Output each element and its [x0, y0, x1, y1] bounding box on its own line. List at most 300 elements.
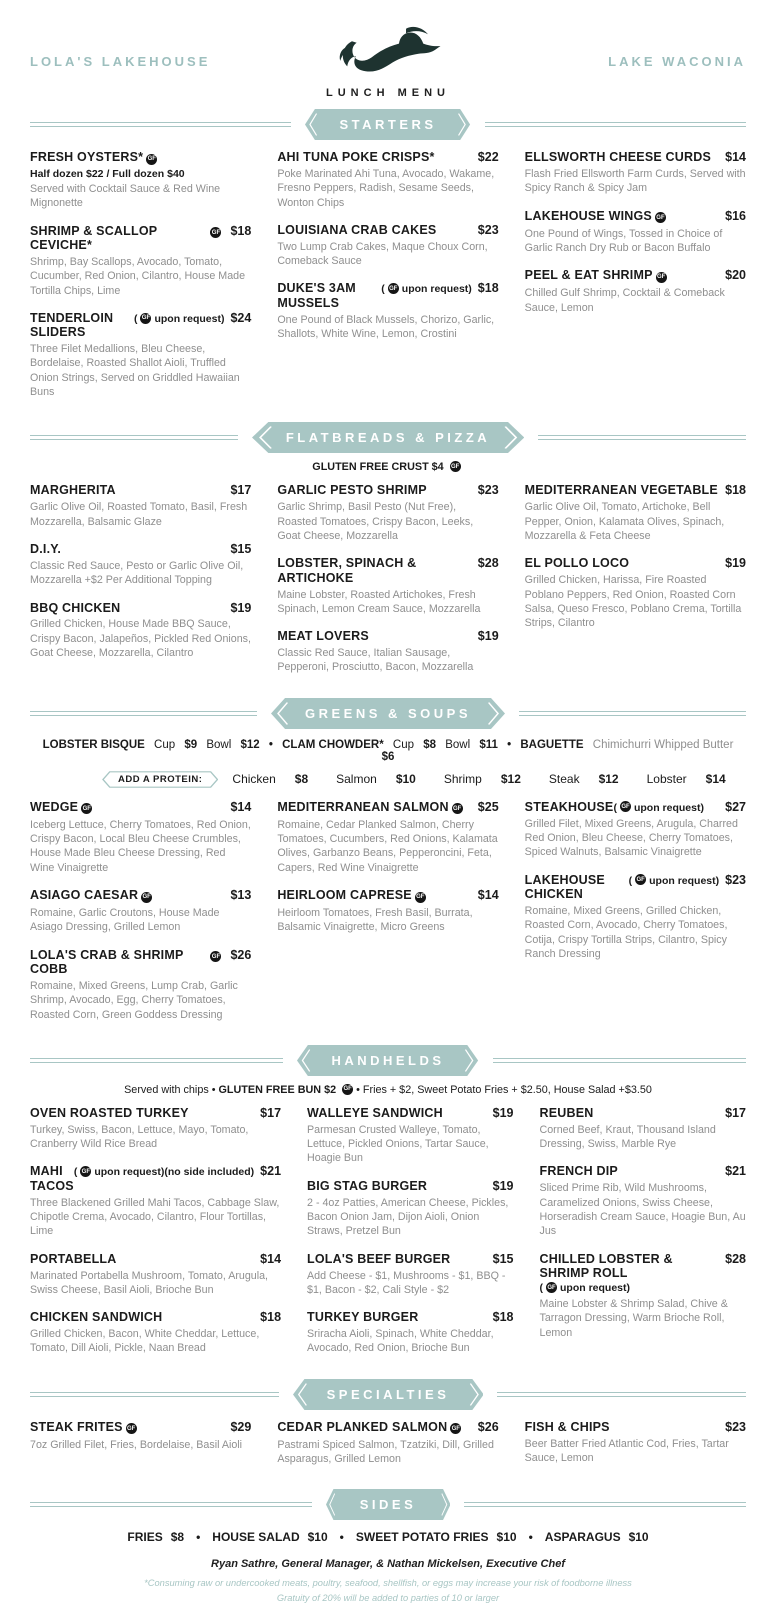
item-description: Marinated Portabella Mushroom, Tomato, Arugula, Swiss Cheese, Basil Aioli, Brioche Bun	[30, 1269, 269, 1296]
item-description: Three Filet Medallions, Bleu Cheese, Bordelaise, Roasted Shallot Aioli, Truffled Onion Strings, Served on Griddled Hawaiian Buns	[30, 343, 240, 399]
item-name-row	[540, 1164, 746, 1178]
masthead	[30, 24, 746, 99]
menu-item	[30, 311, 251, 400]
double-rule-right	[497, 1392, 746, 1397]
menu-column	[30, 483, 251, 673]
item-name: D.I.Y.	[30, 541, 62, 556]
item-name: AHI TUNA POKE CRISPS*	[277, 150, 435, 164]
item-name: BBQ CHICKEN	[30, 600, 121, 615]
section-title: HANDHELDS	[331, 1052, 445, 1068]
item-name-row	[277, 483, 498, 497]
item-name: FISH & CHIPS	[524, 1419, 610, 1434]
protein-name: Steak	[548, 772, 580, 787]
item-price: $26	[477, 1419, 499, 1434]
menu-body	[30, 109, 746, 1544]
section-note-flatbreads	[30, 461, 746, 473]
item-name-row	[277, 556, 498, 585]
item-description: Maine Lobster & Shrimp Salad, Chive & Tarragon Dressing, Warm Brioche Roll, Lemon	[539, 1297, 728, 1339]
gf-icon: GF	[388, 283, 399, 294]
item-name-row	[277, 888, 498, 904]
section-banner-starters	[305, 109, 470, 140]
menu-item	[30, 542, 251, 588]
menu-column	[30, 1420, 251, 1465]
item-name-row	[540, 1252, 746, 1281]
gf-icon: GF	[81, 803, 92, 814]
text-segment: $11	[479, 738, 498, 751]
section-title: STARTERS	[339, 117, 437, 132]
menu-item	[277, 629, 498, 675]
section-columns-handhelds	[30, 1106, 746, 1369]
menu-item	[30, 800, 251, 875]
menu-column	[30, 150, 251, 412]
text-segment: • Fries + $2, Sweet Potato Fries + $2.50, House Salad +$3.50	[356, 1083, 652, 1096]
item-name: OVEN ROASTED TURKEY	[30, 1105, 189, 1120]
gf-icon: GF	[635, 874, 646, 885]
item-name-row	[277, 150, 498, 164]
menu-item	[525, 268, 746, 315]
item-price: $25	[477, 799, 499, 814]
text-segment: LOBSTER BISQUE	[42, 738, 145, 751]
protein-option	[444, 772, 535, 786]
protein-price: $14	[705, 772, 726, 787]
item-name: WEDGE	[30, 799, 79, 814]
brand-left: LOLA'S LAKEHOUSE	[30, 54, 211, 69]
item-description: Sriracha Aioli, Spinach, White Cheddar, Avocado, Red Onion, Brioche Bun	[307, 1328, 494, 1355]
double-rule-right	[493, 1058, 746, 1063]
item-name-row	[277, 800, 498, 816]
text-segment: $9	[184, 738, 198, 751]
item-description: Beer Batter Fried Atlantic Cod, Fries, Tartar Sauce, Lemon	[524, 1437, 729, 1464]
menu-item	[540, 1106, 746, 1152]
add-protein-label	[102, 771, 218, 788]
side-name: SWEET POTATO FRIES	[355, 1530, 489, 1545]
menu-item	[525, 1420, 746, 1466]
item-description: Corned Beef, Kraut, Thousand Island Dressing, Swiss, Marble Rye	[539, 1123, 716, 1151]
item-name: CHICKEN SANDWICH	[30, 1310, 163, 1325]
section-banner-row-sides	[30, 1489, 746, 1520]
text-segment: GLUTEN FREE CRUST $4	[312, 461, 444, 474]
section-columns-starters	[30, 150, 746, 412]
item-name-row	[307, 1310, 513, 1324]
text-segment: Bowl	[206, 738, 232, 751]
text-segment: $12	[240, 738, 260, 751]
item-price: $13	[230, 888, 252, 903]
section-banner-greens	[271, 698, 505, 729]
gf-icon: GF	[450, 1423, 461, 1434]
item-description: Pastrami Spiced Salmon, Tzatziki, Dill, Grilled Asparagus, Grilled Lemon	[277, 1438, 494, 1466]
disclaimer-2: Gratuity of 20% will be added to parties of 10 or larger	[276, 1592, 500, 1603]
double-rule-right	[485, 122, 746, 127]
item-price: $18	[725, 483, 746, 498]
item-price: $19	[725, 556, 746, 571]
separator-dot: •	[528, 1530, 533, 1545]
item-subtitle: Half dozen $22 / Full dozen $40	[30, 167, 185, 180]
lunch-menu-label: LUNCH MENU	[326, 87, 450, 99]
menu-item	[525, 556, 746, 630]
side-price: $8	[170, 1530, 185, 1545]
logo-block	[298, 24, 478, 99]
section-title: SPECIALTIES	[326, 1386, 450, 1402]
section-banner-row-flatbreads	[30, 422, 746, 453]
menu-item	[30, 1310, 281, 1356]
double-rule-right	[519, 711, 746, 716]
text-segment: Bowl	[445, 738, 471, 751]
section-columns-flatbreads	[30, 483, 746, 687]
section-banner-row-starters	[30, 109, 746, 140]
item-name-row	[525, 268, 746, 284]
item-description: Grilled Chicken, House Made BBQ Sauce, Crispy Bacon, Jalapeños, Pickled Red Onions, Goat Cheese, Mozzarella, Cilantro	[30, 618, 251, 660]
item-name: LAKEHOUSE WINGS	[524, 208, 652, 223]
item-name-row	[525, 800, 746, 814]
item-name-row	[30, 311, 251, 340]
text-segment: •	[507, 738, 512, 751]
item-price: $15	[230, 541, 252, 556]
section-banner-row-specialties	[30, 1379, 746, 1410]
gf-icon: GF	[126, 1423, 137, 1434]
item-description: Romaine, Mixed Greens, Lump Crab, Garlic Shrimp, Avocado, Egg, Cherry Tomatoes, Roasted Corn, Green Goddess Dressing	[30, 979, 238, 1021]
gf-icon: GF	[415, 892, 426, 903]
item-name: CEDAR PLANKED SALMON	[277, 1419, 448, 1434]
item-name: DUKE'S 3AM MUSSELS	[277, 281, 356, 310]
section-columns-specialties	[30, 1420, 746, 1480]
menu-item	[30, 888, 251, 935]
item-description: Flash Fried Ellsworth Farm Curds, Served with Spicy Ranch & Spicy Jam	[524, 167, 746, 195]
item-description: Three Blackened Grilled Mahi Tacos, Cabbage Slaw, Chipotle Crema, Avocado, Cilantro, Flour Tortillas, Lime	[30, 1196, 280, 1238]
menu-item	[307, 1310, 513, 1356]
menu-column	[525, 800, 746, 974]
protein-options	[232, 772, 753, 786]
menu-column	[277, 800, 498, 948]
item-name: TURKEY BURGER	[307, 1310, 419, 1325]
item-name-row	[277, 1420, 498, 1436]
menu-item	[525, 209, 746, 256]
gf-upon-request-note: ( GF upon request)	[73, 1166, 165, 1179]
item-description: Two Lump Crab Cakes, Maque Choux Corn, Comeback Sauce	[277, 240, 488, 268]
protein-option	[549, 772, 633, 786]
item-description: Shrimp, Bay Scallops, Avocado, Tomato, Cucumber, Red Onion, Cilantro, House Made Tortilla Chips, Lime	[30, 255, 246, 297]
item-name: PORTABELLA	[30, 1251, 117, 1266]
section-columns-greens	[30, 800, 746, 1035]
sides-line	[30, 1530, 746, 1544]
section-note-handhelds	[30, 1084, 746, 1096]
item-description: Classic Red Sauce, Italian Sausage, Pepperoni, Prosciutto, Bacon, Mozzarella	[277, 647, 474, 674]
item-name: LOUISIANA CRAB CAKES	[277, 222, 437, 237]
text-segment: BAGUETTE	[520, 738, 584, 751]
menu-item	[307, 1252, 513, 1298]
text-segment: $8	[423, 738, 436, 751]
item-description: Add Cheese - $1, Mushrooms - $1, BBQ - $1, Bacon - $2, Cali Style - $2	[307, 1269, 506, 1296]
side-name: HOUSE SALAD	[212, 1530, 300, 1545]
item-price: $21	[260, 1164, 282, 1179]
item-name: REUBEN	[539, 1105, 594, 1120]
mermaid-logo-icon	[332, 24, 444, 82]
protein-option	[336, 772, 430, 786]
item-description: Chilled Gulf Shrimp, Cocktail & Comeback Sauce, Lemon	[524, 287, 725, 314]
item-price: $17	[260, 1105, 282, 1120]
disclaimer-1: *Consuming raw or undercooked meats, poultry, seafood, shellfish, or eggs may increase your risk of foodborne illness	[144, 1578, 632, 1589]
item-name: LOLA'S CRAB & SHRIMP COBB	[30, 947, 184, 977]
menu-item	[30, 1252, 281, 1298]
item-description: 2 - 4oz Patties, American Cheese, Pickles, Bacon Onion Jam, Dijon Aioli, Onion Straws, Pretzel Bun	[307, 1196, 509, 1238]
protein-name: Shrimp	[443, 772, 482, 787]
item-name: ELLSWORTH CHEESE CURDS	[524, 150, 712, 164]
item-name-row	[30, 948, 251, 977]
text-segment: •	[268, 738, 273, 751]
item-description: Iceberg Lettuce, Cherry Tomatoes, Red Onion, Crispy Bacon, Local Bleu Cheese Crumbles, House Made Bleu Cheese Dressing, Red Wine Vinaigrette	[30, 818, 251, 874]
text-segment: Served with chips •	[124, 1083, 216, 1096]
item-price: $14	[477, 888, 499, 903]
menu-item	[277, 483, 498, 543]
side-name: FRIES	[127, 1530, 163, 1545]
item-description: Garlic Olive Oil, Tomato, Artichoke, Bell Pepper, Onion, Kalamata Olives, Spinach, Mozzarella & Feta Cheese	[524, 501, 725, 542]
side-price: $10	[496, 1530, 517, 1545]
gf-upon-request-note: ( GF upon request)	[628, 874, 720, 887]
item-price: $19	[477, 629, 499, 644]
menu-item	[277, 223, 498, 269]
item-name: EL POLLO LOCO	[524, 556, 630, 571]
gf-icon: GF	[450, 461, 461, 472]
section-title: FLATBREADS & PIZZA	[285, 430, 491, 446]
menu-item	[525, 483, 746, 543]
item-description: Romaine, Cedar Planked Salmon, Cherry Tomatoes, Cucumbers, Red Onions, Kalamata Olives, Garbanzo Beans, Pepperoncini, Feta, Capers, Red Wine Vinaigrette	[277, 818, 498, 874]
section-banner-row-handhelds	[30, 1045, 746, 1076]
menu-item	[277, 1420, 498, 1467]
item-name-row	[30, 542, 251, 556]
item-price: $17	[230, 483, 252, 498]
item-name-row	[525, 556, 746, 570]
side-price: $10	[307, 1530, 328, 1545]
section-title: SIDES	[359, 1497, 417, 1513]
item-name-row	[30, 483, 251, 497]
item-price: $23	[725, 872, 746, 887]
item-price: $28	[477, 556, 499, 571]
menu-item	[277, 281, 498, 341]
item-price: $18	[492, 1310, 514, 1325]
gf-icon: GF	[146, 154, 157, 165]
item-price: $23	[477, 222, 499, 237]
side-item	[356, 1530, 517, 1544]
menu-column	[30, 1106, 281, 1369]
text-segment: GLUTEN FREE BUN $2	[218, 1083, 337, 1096]
gf-icon: GF	[342, 1084, 353, 1095]
item-name-row	[30, 1310, 281, 1324]
text-segment: Chimichurri Whipped Butter	[592, 738, 734, 751]
item-description: Garlic Shrimp, Basil Pesto (Nut Free), Roasted Tomatoes, Crispy Bacon, Leeks, Goat Cheese, Mozzarella	[277, 501, 474, 542]
item-description: Grilled Filet, Mixed Greens, Arugula, Charred Red Onion, Bleu Cheese, Cherry Tomatoes, Spiced Walnuts, Balsamic Vinaigrette	[524, 817, 738, 859]
side-item	[545, 1530, 649, 1544]
item-price: $26	[230, 947, 252, 962]
item-description: Sliced Prime Rib, Wild Mushrooms, Caramelized Onions, Swiss Cheese, Horseradish Cream Sauce, Hoagie Bun, Au Jus	[539, 1182, 746, 1238]
item-name: STEAK FRITES	[30, 1419, 123, 1434]
protein-option	[647, 772, 740, 786]
menu-item	[540, 1252, 746, 1340]
protein-name: Chicken	[232, 772, 276, 787]
item-description: Parmesan Crusted Walleye, Tomato, Lettuce, Pickled Onions, Tartar Sauce, Hoagie Bun	[307, 1123, 489, 1165]
item-name-row	[30, 150, 251, 166]
chef-line: Ryan Sathre, General Manager, & Nathan Mickelsen, Executive Chef	[211, 1558, 565, 1571]
item-name: SHRIMP & SCALLOP CEVICHE*	[30, 223, 158, 253]
item-name: MEAT LOVERS	[277, 629, 369, 644]
gf-icon: GF	[210, 951, 221, 962]
add-protein-label-text: ADD A PROTEIN:	[118, 773, 203, 785]
item-name: ASIAGO CAESAR	[30, 888, 139, 903]
menu-item	[277, 556, 498, 616]
gf-icon: GF	[546, 1282, 557, 1293]
item-price: $28	[725, 1251, 746, 1266]
item-name: GARLIC PESTO SHRIMP	[277, 483, 427, 498]
gf-icon: GF	[80, 1166, 91, 1177]
menu-item	[30, 601, 251, 661]
item-price: $18	[477, 281, 499, 296]
gf-icon: GF	[452, 803, 463, 814]
separator-dot: •	[339, 1530, 344, 1545]
item-name-row	[30, 1420, 251, 1436]
item-name-row	[30, 601, 251, 615]
double-rule-right	[464, 1502, 746, 1507]
menu-column	[525, 483, 746, 643]
menu-item	[525, 800, 746, 860]
item-description: Romaine, Mixed Greens, Grilled Chicken, Roasted Corn, Avocado, Cherry Tomatoes, Cotija, Crispy Tortilla Strips, Cilantro, Spicy Ranch Dressing	[524, 904, 728, 960]
text-segment: CLAM CHOWDER*	[282, 738, 384, 751]
menu-item	[525, 873, 746, 962]
soups-line	[30, 739, 746, 763]
item-name: LAKEHOUSE CHICKEN	[524, 872, 605, 901]
item-name: FRESH OYSTERS*	[30, 150, 144, 164]
item-description: Garlic Olive Oil, Roasted Tomato, Basil, Fresh Mozzarella, Balsamic Glaze	[30, 501, 248, 528]
section-banner-flatbreads	[252, 422, 524, 453]
item-name: STEAKHOUSE	[524, 799, 614, 814]
protein-option	[232, 772, 322, 786]
item-price: $23	[477, 483, 499, 498]
protein-price: $10	[395, 772, 416, 787]
item-name: LOBSTER, SPINACH & ARTICHOKE	[277, 556, 417, 585]
item-name-row	[307, 1179, 513, 1193]
item-name-row	[307, 1252, 513, 1266]
menu-column	[277, 150, 498, 354]
section-banner-handhelds	[297, 1045, 478, 1076]
protein-price: $8	[294, 772, 309, 787]
side-item	[127, 1530, 184, 1544]
item-price: $27	[725, 799, 746, 814]
double-rule-left	[30, 1502, 312, 1507]
menu-column	[30, 800, 251, 1035]
menu-item	[277, 150, 498, 210]
separator-dot: •	[196, 1530, 201, 1545]
item-description: 7oz Grilled Filet, Fries, Bordelaise, Basil Aioli	[30, 1438, 243, 1451]
menu-column	[525, 1420, 746, 1479]
menu-item	[307, 1106, 513, 1166]
item-name: WALLEYE SANDWICH	[307, 1105, 443, 1120]
item-price: $29	[230, 1419, 252, 1434]
item-name-row	[525, 873, 746, 902]
menu-column	[277, 483, 498, 687]
menu-column	[277, 1420, 498, 1480]
section-banner-specialties	[293, 1379, 484, 1410]
item-name-row	[30, 800, 251, 816]
item-name: MEDITERRANEAN SALMON	[277, 799, 449, 814]
footer	[30, 1558, 746, 1605]
item-description: Served with Cocktail Sauce & Red Wine Mignonette	[30, 183, 221, 210]
item-name-row	[525, 483, 746, 497]
double-rule-left	[30, 1392, 279, 1397]
menu-item	[540, 1164, 746, 1238]
gf-icon: GF	[210, 227, 221, 238]
item-name-row	[30, 1106, 281, 1120]
gf-icon: GF	[655, 212, 666, 223]
item-description: Turkey, Swiss, Bacon, Lettuce, Mayo, Tomato, Cranberry Wild Rice Bread	[30, 1123, 249, 1151]
menu-item	[30, 150, 251, 211]
protein-price: $12	[598, 772, 619, 787]
menu-item	[30, 483, 251, 529]
item-description: Grilled Chicken, Harissa, Fire Roasted Poblano Peppers, Red Onion, Roasted Corn Salsa, Queso Fresco, Poblano Crema, Tortilla Strips, Cilantro	[524, 574, 742, 630]
item-price: $14	[725, 150, 746, 164]
item-name-row	[525, 150, 746, 164]
item-description: One Pound of Wings, Tossed in Choice of Garlic Ranch Dry Rub or Bacon Buffalo	[524, 227, 723, 254]
section-title: GREENS & SOUPS	[304, 705, 472, 721]
menu-item	[30, 1164, 281, 1238]
item-description: Classic Red Sauce, Pesto or Garlic Olive Oil, Mozzarella +$2 Per Additional Topping	[30, 559, 244, 587]
gf-upon-request-note: ( GF upon request)	[381, 283, 472, 296]
item-price: $19	[230, 600, 252, 615]
item-extra-note: (no side included)	[164, 1166, 255, 1179]
item-description: Grilled Chicken, Bacon, White Cheddar, Lettuce, Tomato, Dill Aioli, Pickle, Naan Bread	[30, 1328, 260, 1355]
item-price: $19	[492, 1105, 514, 1120]
item-name: MARGHERITA	[30, 483, 116, 498]
gf-upon-request-note: ( GF upon request)	[133, 312, 225, 325]
item-name: BIG STAG BURGER	[307, 1178, 428, 1193]
gf-upon-request-line: ( GF upon request)	[539, 1282, 631, 1295]
side-name: ASPARAGUS	[544, 1530, 621, 1545]
double-rule-left	[30, 711, 257, 716]
menu-column	[307, 1106, 513, 1369]
double-rule-left	[30, 435, 238, 440]
item-name-row	[30, 1164, 281, 1193]
side-price: $10	[628, 1530, 649, 1545]
item-price: $24	[230, 310, 252, 325]
item-price: $14	[230, 799, 252, 814]
gf-icon: GF	[140, 313, 151, 324]
item-price: $19	[492, 1178, 514, 1193]
item-price: $18	[230, 223, 252, 238]
item-name-row	[277, 281, 498, 310]
item-description: Maine Lobster, Roasted Artichokes, Fresh Spinach, Lemon Cream Sauce, Mozzarella	[277, 588, 481, 615]
side-item	[212, 1530, 327, 1544]
menu-column	[540, 1106, 746, 1353]
item-name-row	[307, 1106, 513, 1120]
gf-icon: GF	[141, 892, 152, 903]
item-name-row	[277, 629, 498, 643]
menu-item	[30, 1106, 281, 1152]
item-price: $16	[725, 208, 746, 223]
item-name: MAHI TACOS	[30, 1164, 74, 1193]
double-rule-left	[30, 1058, 283, 1063]
item-name: CHILLED LOBSTER & SHRIMP ROLL	[539, 1251, 673, 1281]
item-name-row	[30, 1252, 281, 1266]
menu-item	[30, 1420, 251, 1452]
menu-item	[30, 948, 251, 1022]
item-description: Poke Marinated Ahi Tuna, Avocado, Wakame, Fresno Peppers, Radish, Sesame Seeds, Wonton Chips	[277, 167, 495, 209]
item-price: $18	[260, 1310, 282, 1325]
item-price: $22	[477, 150, 499, 164]
text-segment: Cup	[154, 738, 176, 751]
gf-upon-request-note: ( GF upon request)	[613, 801, 704, 814]
item-price: $17	[725, 1105, 746, 1120]
text-segment: Cup	[392, 738, 414, 751]
item-name-row	[277, 223, 498, 237]
section-banner-sides	[326, 1489, 451, 1520]
menu-column	[525, 150, 746, 328]
menu-item	[307, 1179, 513, 1239]
